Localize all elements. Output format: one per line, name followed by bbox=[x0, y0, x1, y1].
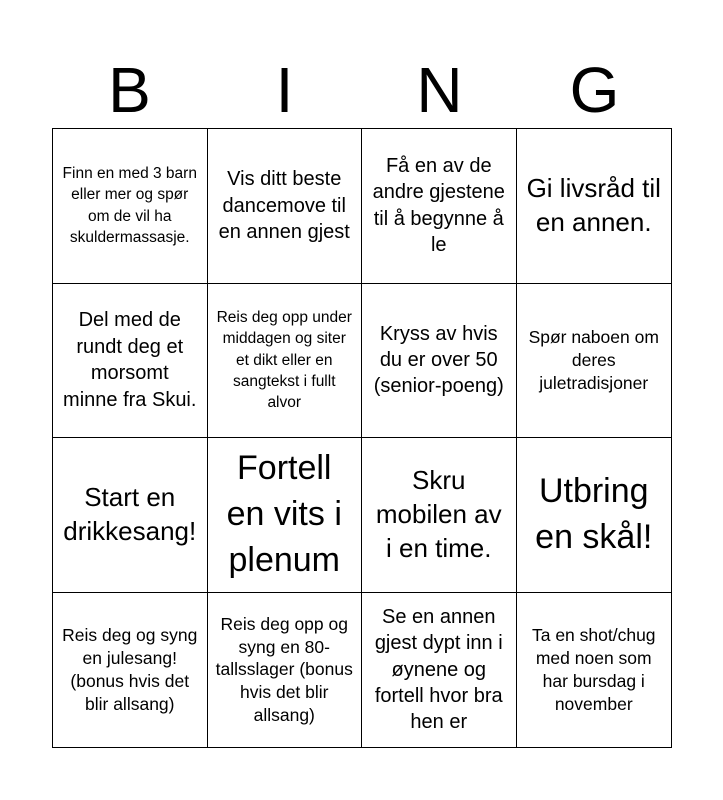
header-letter-n: N bbox=[416, 54, 463, 126]
bingo-cell-r2c3[interactable] bbox=[362, 284, 517, 439]
bingo-cell-r3c1[interactable] bbox=[53, 438, 208, 593]
cell-text: Fortell en vits i plenum bbox=[226, 448, 342, 579]
cell-text: Start en drikkesang! bbox=[63, 481, 197, 546]
bingo-cell-r3c4[interactable] bbox=[517, 438, 672, 593]
cell-text: Finn en med 3 barn eller mer og spør om de vil ha skuldermassasje. bbox=[62, 165, 197, 247]
bingo-cell-r2c4[interactable] bbox=[517, 284, 672, 439]
header-letter-b: B bbox=[108, 54, 151, 126]
cell-text: Utbring en skål! bbox=[535, 471, 653, 556]
bingo-cell-r3c2[interactable] bbox=[208, 438, 363, 593]
cell-text: Kryss av hvis du er over 50 (senior-poeng) bbox=[373, 322, 504, 398]
cell-text: Vis ditt beste dancemove til en annen gjest bbox=[218, 168, 350, 243]
bingo-cell-r4c1[interactable] bbox=[53, 593, 208, 748]
cell-text: Reis deg opp under middagen og siter et dikt eller en sangtekst i fullt alvor bbox=[216, 308, 352, 412]
cell-text: Skru mobilen av i en time. bbox=[375, 465, 502, 563]
bingo-cell-r2c2[interactable] bbox=[208, 284, 363, 439]
cell-text: Gi livsråd til en annen. bbox=[526, 172, 661, 237]
cell-text: Reis deg og syng en julesang! (bonus hvis det blir allsang) bbox=[62, 625, 198, 714]
bingo-cell-r4c4[interactable] bbox=[517, 593, 672, 748]
bingo-cell-r1c2[interactable] bbox=[208, 129, 363, 284]
cell-text: Reis deg opp og syng en 80-tallsslager (bonus hvis det blir allsang) bbox=[215, 613, 353, 725]
bingo-cell-r1c4[interactable] bbox=[517, 129, 672, 284]
bingo-header bbox=[52, 52, 672, 128]
bingo-cell-r2c1[interactable] bbox=[53, 284, 208, 439]
bingo-cell-r1c3[interactable] bbox=[362, 129, 517, 284]
bingo-cell-r3c3[interactable] bbox=[362, 438, 517, 593]
bingo-cell-r1c1[interactable] bbox=[53, 129, 208, 284]
bingo-cell-r4c3[interactable] bbox=[362, 593, 517, 748]
cell-text: Spør naboen om deres juletradisjoner bbox=[528, 327, 659, 393]
cell-text: Se en annen gjest dypt inn i øynene og fortell hvor bra hen er bbox=[374, 605, 503, 734]
cell-text: Del med de rundt deg et morsomt minne fra Skui. bbox=[63, 309, 197, 411]
cell-text: Få en av de andre gjestene til å begynne å le bbox=[372, 154, 505, 257]
bingo-cell-r4c2[interactable] bbox=[208, 593, 363, 748]
header-letter-i: I bbox=[275, 54, 294, 126]
bingo-board bbox=[52, 128, 672, 748]
header-letter-g: G bbox=[569, 54, 620, 126]
cell-text: Ta en shot/chug med noen som har bursdag i november bbox=[531, 625, 656, 714]
